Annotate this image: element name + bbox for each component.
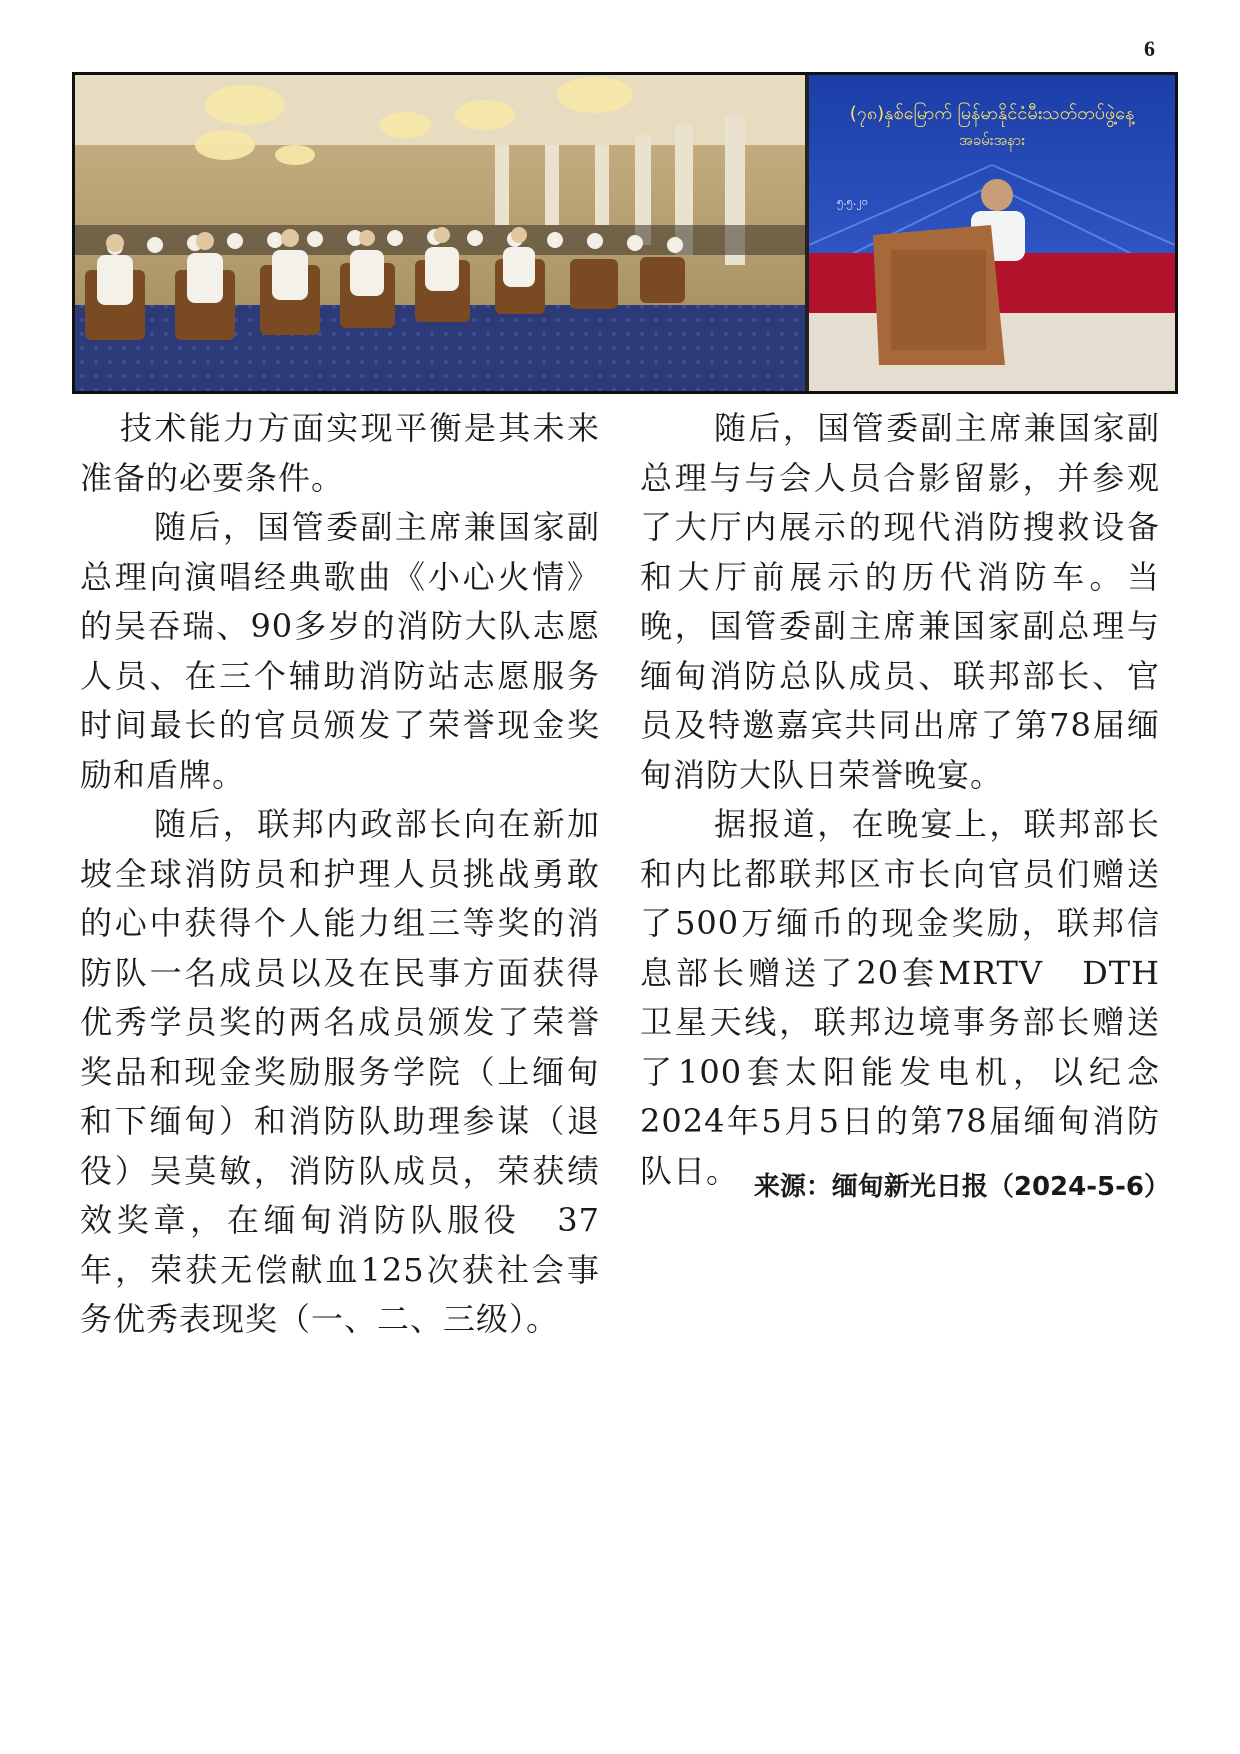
- page-number: 6: [1144, 36, 1155, 61]
- banner-subtext: အခမ်းအနား: [958, 131, 1026, 149]
- banner-text: (၇၈)နှစ်မြောက် မြန်မာနိုင်ငံမီးသတ်တပ်ဖွဲ့နေ့: [849, 103, 1135, 124]
- paragraph: 随后，联邦内政部长向在新加坡全球消防员和护理人员挑战勇敢的心中获得个人能力组三等奖的消防队一名成员以及在民事方面获得优秀学员奖的两名成员颁发了荣誉奖品和现金奖励服务学院（上缅甸和下缅甸）和消防队助理参谋（退役）吴莫敏，消防队成员，荣获绩效奖章，在缅甸消防队服役 37年，荣获无偿献血125次获社会事务优秀表现奖（一、二、三级）。: [80, 805, 600, 1338]
- left-column: [80, 404, 600, 1345]
- photo-strip: [72, 72, 1178, 394]
- source-attribution: 来源：缅甸新光日报（2024-5-6）: [753, 1172, 1170, 1202]
- speaker-podium-photo: [809, 75, 1175, 391]
- right-column: [640, 404, 1160, 1196]
- paragraph: 技术能力方面实现平衡是其未来准备的必要条件。: [80, 409, 600, 497]
- banner-date: ၅.၅.၂၀: [837, 195, 868, 208]
- paragraph: 随后，国管委副主席兼国家副总理向演唱经典歌曲《小心火情》的吴吞瑞、90多岁的消防大队志愿人员、在三个辅助消防站志愿服务时间最长的官员颁发了荣誉现金奖励和盾牌。: [80, 508, 600, 794]
- paragraph: 据报道，在晚宴上，联邦部长和内比都联邦区市长向官员们赠送了500万缅币的现金奖励，联邦信息部长赠送了20套MRTV DTH卫星天线，联邦边境事务部长赠送了100套太阳能发电机，以纪念2024年5月5日的第78届缅甸消防队日。: [640, 805, 1160, 1190]
- ceremony-hall-photo: [75, 75, 805, 391]
- paragraph: 随后，国管委副主席兼国家副总理与与会人员合影留影，并参观了大厅内展示的现代消防搜救设备和大厅前展示的历代消防车。当晚，国管委副主席兼国家副总理与缅甸消防总队成员、联邦部长、官员及特邀嘉宾共同出席了第78届缅甸消防大队日荣誉晚宴。: [640, 409, 1160, 794]
